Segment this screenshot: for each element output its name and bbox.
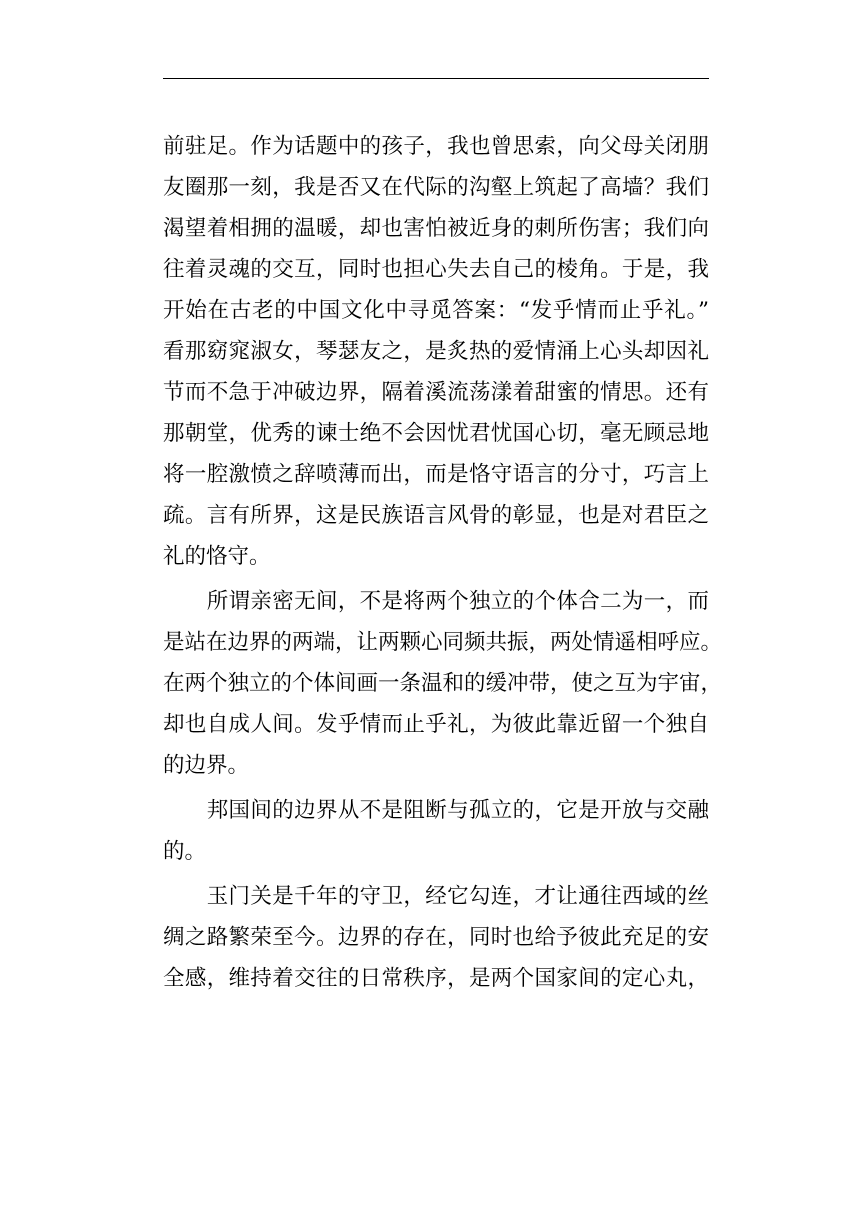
paragraph <box>163 581 723 786</box>
paragraph <box>163 876 709 999</box>
text-line: 是站在边界的两端，让两颗心同频共振，两处情遥相呼应。 <box>163 630 723 655</box>
text-line: 那朝堂，优秀的谏士绝不会因忧君忧国心切，毫无顾忌地 <box>163 421 709 446</box>
header-rule <box>163 78 709 79</box>
text-line: 友圈那一刻，我是否又在代际的沟壑上筑起了高墙？我们 <box>163 175 709 200</box>
text-line: 绸之路繁荣至今。边界的存在，同时也给予彼此充足的安 <box>163 925 709 950</box>
text-line: 看那窈窕淑女，琴瑟友之，是炙热的爱情涌上心头却因礼 <box>163 339 709 364</box>
text-line: 在两个独立的个体间画一条温和的缓冲带，使之互为宇宙， <box>163 671 723 696</box>
text-line: 前驻足。作为话题中的孩子，我也曾思索，向父母关闭朋 <box>163 134 709 159</box>
text-line: 礼的恪守。 <box>163 544 271 569</box>
text-line: 往着灵魂的交互，同时也担心失去自己的棱角。于是，我 <box>163 257 709 282</box>
text-line: 邦国间的边界从不是阻断与孤立的，它是开放与交融 <box>163 798 709 823</box>
text-line: 节而不急于冲破边界，隔着溪流荡漾着甜蜜的情思。还有 <box>163 380 709 405</box>
text-line: 开始在古老的中国文化中寻觅答案：“发乎情而止乎礼。” <box>163 298 709 323</box>
text-line: 的。 <box>163 839 207 864</box>
text-line: 将一腔激愤之辞喷薄而出，而是恪守语言的分寸，巧言上 <box>163 462 709 487</box>
paragraph <box>163 790 709 872</box>
body-text <box>163 126 723 999</box>
text-line: 所谓亲密无间，不是将两个独立的个体合二为一，而 <box>163 589 709 614</box>
text-line: 全感，维持着交往的日常秩序，是两个国家间的定心丸， <box>163 966 709 991</box>
text-line: 玉门关是千年的守卫，经它勾连，才让通往西域的丝 <box>163 884 709 909</box>
paragraph <box>163 126 709 577</box>
text-line: 渴望着相拥的温暖，却也害怕被近身的刺所伤害；我们向 <box>163 216 709 241</box>
text-line: 疏。言有所界，这是民族语言风骨的彰显，也是对君臣之 <box>163 503 709 528</box>
text-line: 的边界。 <box>163 753 250 778</box>
text-line: 却也自成人间。发乎情而止乎礼，为彼此靠近留一个独自 <box>163 712 709 737</box>
